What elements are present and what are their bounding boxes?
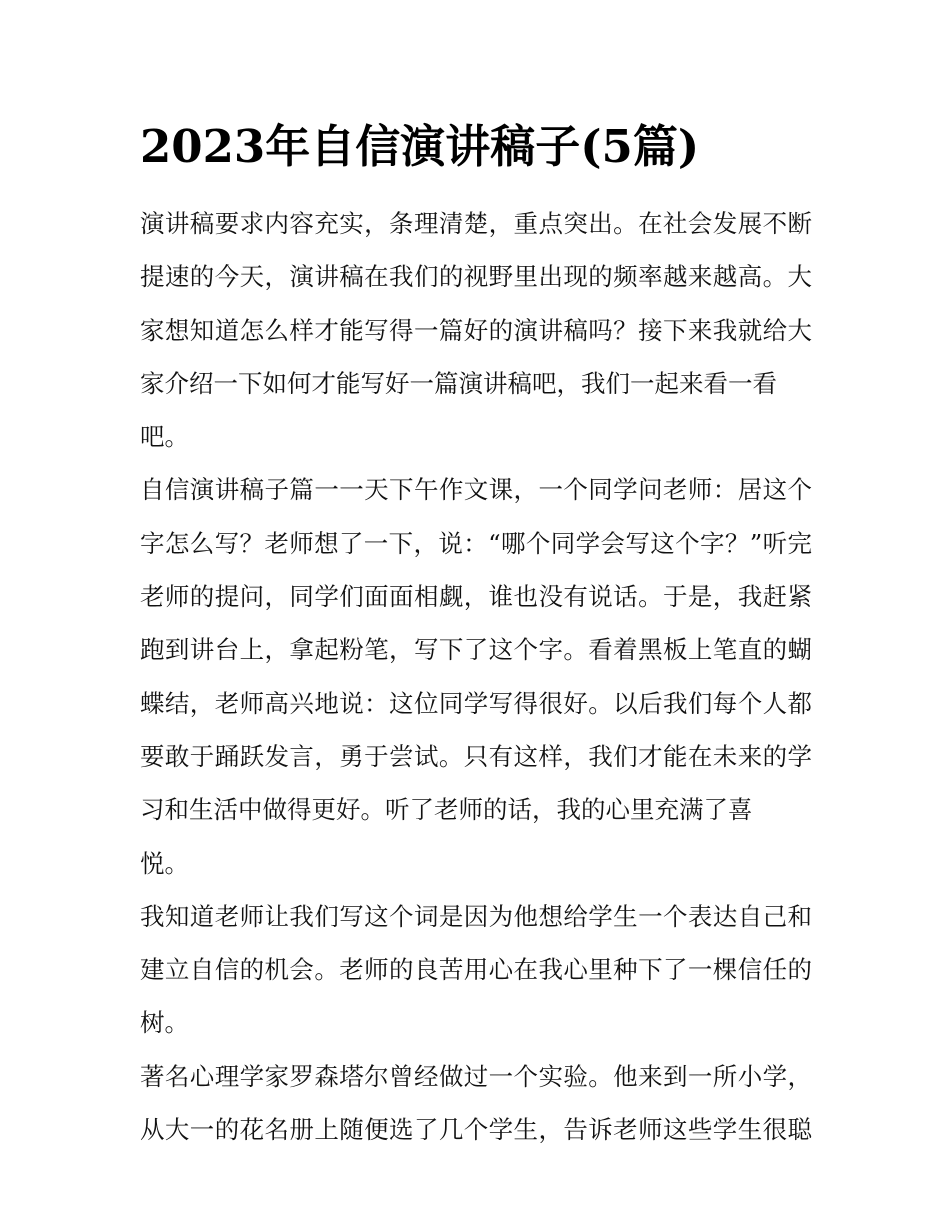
text-line: 蝶结，老师高兴地说：这位同学写得很好。以后我们每个人都: [140, 688, 812, 718]
document-title: 2023年自信演讲稿子(5篇): [140, 120, 700, 173]
text-line: 老师的提问，同学们面面相觑，谁也没有说话。于是，我赶紧: [140, 582, 812, 612]
text-line: 自信演讲稿子篇一一天下午作文课，一个同学问老师：居这个: [140, 475, 812, 505]
text-line: 跑到讲台上，拿起粉笔，写下了这个字。看着黑板上笔直的蝴: [140, 635, 812, 665]
text-line: 悦。: [140, 848, 189, 878]
text-line: 要敢于踊跃发言，勇于尝试。只有这样，我们才能在未来的学: [140, 741, 812, 771]
text-line: 家介绍一下如何才能写好一篇演讲稿吧，我们一起来看一看: [140, 368, 777, 398]
text-line: 提速的今天，演讲稿在我们的视野里出现的频率越来越高。大: [140, 262, 812, 292]
text-line: 家想知道怎么样才能写得一篇好的演讲稿吗？接下来我就给大: [140, 315, 812, 345]
text-line: 习和生活中做得更好。听了老师的话，我的心里充满了喜: [140, 795, 753, 825]
text-line: 树。: [140, 1008, 189, 1038]
text-line: 我知道老师让我们写这个词是因为他想给学生一个表达自己和: [140, 901, 812, 931]
text-line: 建立自信的机会。老师的良苦用心在我心里种下了一棵信任的: [140, 955, 812, 985]
document-body: [140, 197, 812, 1156]
text-line: 著名心理学家罗森塔尔曾经做过一个实验。他来到一所小学，: [140, 1061, 812, 1091]
text-line: 吧。: [140, 422, 189, 452]
text-line: 演讲稿要求内容充实，条理清楚，重点突出。在社会发展不断: [140, 209, 812, 238]
text-line: 从大一的花名册上随便选了几个学生，告诉老师这些学生很聪: [140, 1115, 812, 1145]
text-line: 字怎么写？老师想了一下，说：“哪个同学会写这个字？”听完: [140, 528, 812, 558]
